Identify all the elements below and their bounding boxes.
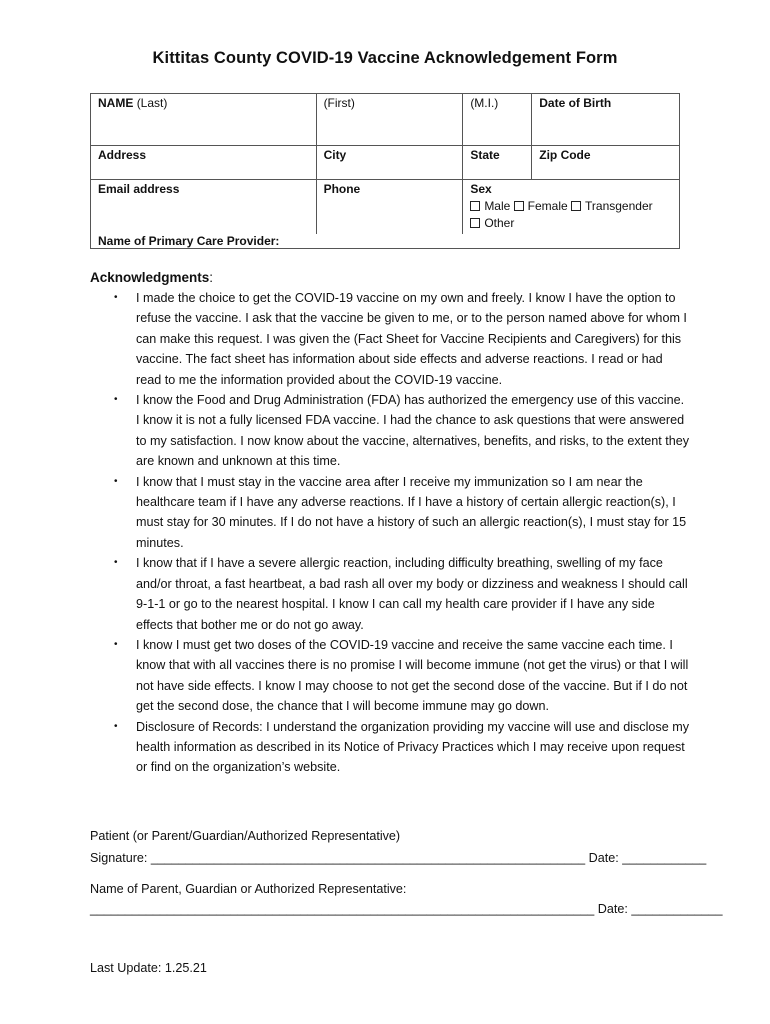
sex-label: Sex: [470, 182, 492, 196]
middle-initial-cell[interactable]: [463, 94, 532, 146]
bullet-icon: •: [114, 557, 118, 569]
zip-code-label: Zip Code: [539, 148, 591, 162]
acknowledgment-text: I made the choice to get the COVID-19 vaccine on my own and freely. I know I have the option to refuse the vaccine. I ask that the vaccine be given to me, or to the person named above for whom I can make this request. I was given the (Fact Sheet for Vaccine Recipients and Caregivers) for this vaccine. The fact sheet has information about side effects and adverse reactions. I read or had read to me the information provided about the COVID-19 vaccine.: [136, 291, 687, 387]
patient-info-table: [90, 93, 680, 249]
zip-code-cell[interactable]: [532, 146, 680, 180]
address-cell[interactable]: [91, 146, 317, 180]
acknowledgment-item: [90, 390, 690, 472]
first-name-cell[interactable]: [316, 94, 463, 146]
name-label: NAME: [98, 96, 134, 110]
male-label: Male: [484, 199, 511, 213]
acknowledgment-item: [90, 635, 690, 717]
patient-signature-line[interactable]: Signature: ______________________________________________________________ Date: ____________: [90, 851, 707, 865]
primary-care-provider-cell[interactable]: [91, 234, 680, 249]
acknowledgment-text: I know that I must stay in the vaccine area after I receive my immunization so I am near the healthcare team if I have any adverse reactions. If I have a history of certain allergic reaction(s), I must stay for 30 minutes. If I do not have a history of such an allergic reaction(s), I must stay for 15 minutes.: [136, 474, 687, 550]
female-label: Female: [527, 199, 568, 213]
state-cell[interactable]: [463, 146, 532, 180]
primary-care-provider-label: Name of Primary Care Provider:: [98, 234, 280, 248]
email-cell[interactable]: [91, 180, 317, 235]
acknowledgment-item: [90, 717, 690, 778]
last-update: Last Update: 1.25.21: [90, 961, 207, 975]
representative-name-caption: Name of Parent, Guardian or Authorized Representative:: [90, 882, 407, 896]
bullet-icon: •: [114, 638, 118, 650]
city-cell[interactable]: [316, 146, 463, 180]
transgender-label: Transgender: [585, 199, 653, 213]
form-title: Kittitas County COVID-19 Vaccine Acknowledgement Form: [152, 49, 618, 67]
patient-signature-caption: Patient (or Parent/Guardian/Authorized Representative): [90, 829, 401, 843]
acknowledgment-item: [90, 472, 690, 554]
transgender-checkbox[interactable]: [571, 201, 581, 211]
male-checkbox[interactable]: [470, 201, 480, 211]
state-label: State: [470, 148, 500, 162]
bullet-icon: •: [114, 720, 118, 732]
acknowledgments-heading: [90, 270, 213, 285]
name-last-cell[interactable]: [91, 94, 317, 146]
acknowledgment-text: I know that if I have a severe allergic reaction, including difficulty breathing, swelling of my face and/or throat, a fast heartbeat, a bad rash all over my body or dizziness and weakness I should call 9-1-1 or go to the nearest hospital. I know I can call my health care provider if I have any side effects that bother me or do not go away.: [136, 556, 688, 632]
date-of-birth-cell[interactable]: [532, 94, 680, 146]
sex-cell: [463, 180, 680, 235]
acknowledgment-text: Disclosure of Records: I understand the organization providing my vaccine will use and disclose my health information as described in its Notice of Privacy Practices which I may receive upon request or find on the organization’s website.: [136, 719, 689, 775]
phone-cell[interactable]: [316, 180, 463, 235]
acknowledgment-item: [90, 288, 690, 390]
city-label: City: [323, 148, 347, 162]
bullet-icon: •: [114, 475, 118, 487]
other-label: Other: [484, 216, 515, 230]
sex-options: [470, 198, 672, 232]
other-checkbox[interactable]: [470, 218, 480, 228]
middle-initial-label: (M.I.): [470, 96, 499, 110]
representative-name-line[interactable]: ________________________________________________________________________ Date: _____________: [90, 902, 723, 916]
address-label: Address: [98, 148, 147, 162]
bullet-icon: •: [114, 292, 118, 303]
acknowledgments-list: [90, 288, 690, 778]
female-checkbox[interactable]: [514, 201, 524, 211]
acknowledgment-item: [90, 553, 690, 635]
acknowledgments-heading-text: Acknowledgments: [90, 270, 210, 285]
date-of-birth-label: Date of Birth: [539, 96, 612, 110]
phone-label: Phone: [323, 182, 361, 196]
acknowledgment-text: I know I must get two doses of the COVID-19 vaccine and receive the same vaccine each time. I know that with all vaccines there is no promise I will become immune (not get the virus) or that I will not have side effects. I know I may choose to not get the second dose of the vaccine. But if I do not get the second dose, the chance that I will become immune may go down.: [136, 637, 689, 714]
email-label: Email address: [98, 182, 180, 196]
first-name-label: (First): [323, 96, 355, 110]
bullet-icon: •: [114, 394, 118, 406]
name-last-label: (Last): [136, 96, 168, 110]
acknowledgment-text: I know the Food and Drug Administration (FDA) has authorized the emergency use of this vaccine. I know it is not a fully licensed FDA vaccine. I had the chance to ask questions that were answered to my satisfaction. I now know about the vaccine, alternatives, benefits, and risks, to the extent they are known and unknown at this time.: [136, 393, 690, 469]
acknowledgments-heading-colon: :: [209, 270, 214, 285]
